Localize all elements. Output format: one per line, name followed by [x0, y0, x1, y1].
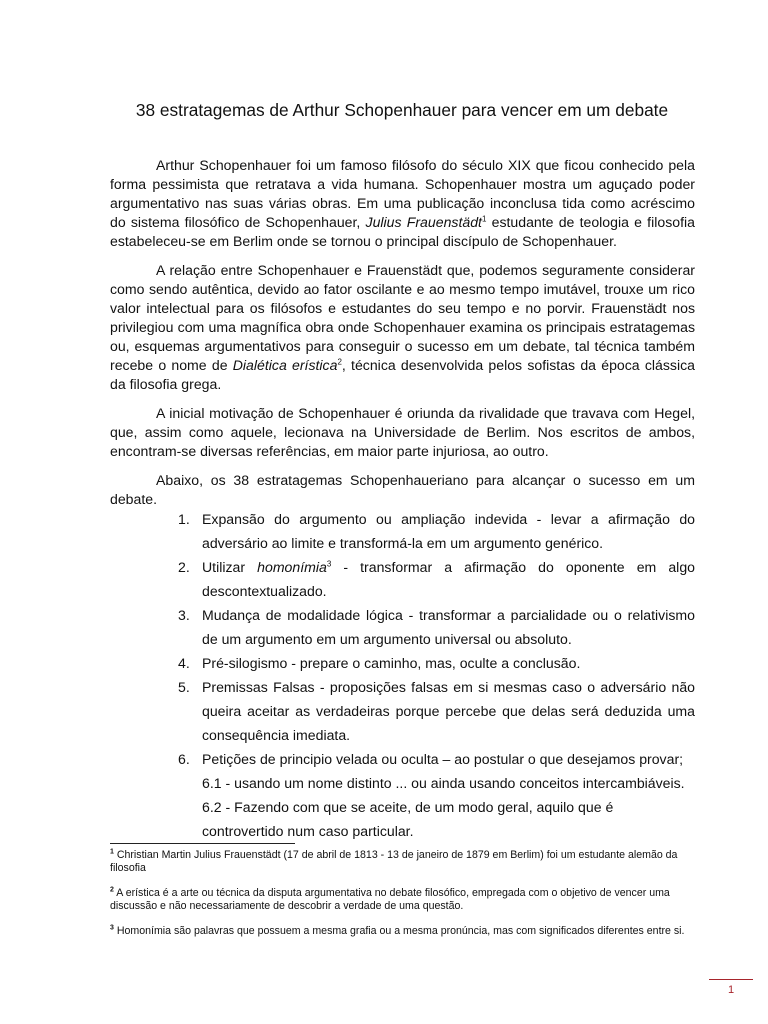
paragraph-1: [110, 156, 695, 251]
body-text: [110, 156, 695, 519]
footnote-3: [110, 925, 700, 938]
list-item-text: Expansão do argumento ou ampliação indevida - levar a afirmação do adversário ao limite e transformá-la em um argumento genérico.: [202, 511, 695, 551]
footnote-ref-1[interactable]: 1: [481, 214, 487, 224]
footnote-2: [110, 887, 700, 913]
list-item: [175, 651, 695, 675]
footnote-ref-2[interactable]: 2: [337, 357, 342, 367]
paragraph-4: Abaixo, os 38 estratagemas Schopenhaueriano para alcançar o sucesso em um debate.: [110, 472, 695, 507]
footnote-mark: 2: [110, 886, 114, 894]
list-item-text: Mudança de modalidade lógica - transformar a parcialidade ou o relativismo de um argumento em um argumento universal ou absoluto.: [202, 607, 695, 647]
paragraph-2-text-b: , técnica desenvolvida pelos sofistas da época clássica da filosofia grega.: [110, 357, 695, 392]
list-item-number: 2.: [178, 559, 190, 575]
list-item-number: 3.: [178, 607, 190, 623]
paragraph-1-text-b: estudante de teologia e filosofia estabeleceu-se em Berlim onde se tornou o principal discípulo de Schopenhauer.: [110, 214, 695, 249]
footnote-text: A erística é a arte ou técnica da disputa argumentativa no debate filosófico, empregada com o objetivo de vencer uma discussão e não necessariamente de descobrir a verdade de uma questão.: [110, 887, 670, 912]
list-item-text-b: - transformar a afirmação do oponente em algo descontextualizado.: [202, 559, 695, 599]
list-item: [175, 603, 695, 651]
page-number-rule: [709, 979, 753, 980]
paragraph-2-text-a: A relação entre Schopenhauer e Frauenstädt que, podemos seguramente considerar como sendo autêntica, devido ao fator oscilante e ao mesmo tempo imutável, trouxe um rico valor intelectual para os filósofos e estudantes do seu tempo e no porvir. Frauenstädt nos privilegiou com uma magnífica obra onde Schopenhauer examina os principais estratagemas ou, esquemas argumentativos para conseguir o sucesso em um debate, tal técnica também recebe o nome de: [110, 262, 695, 373]
list-item: [175, 507, 695, 555]
footnote-ref-3[interactable]: 3: [326, 559, 332, 569]
list-item-number: 4.: [178, 655, 190, 671]
list-item-number: 1.: [178, 511, 190, 527]
footnote-text: Homonímia são palavras que possuem a mesma grafia ou a mesma pronúncia, mas com significados diferentes entre si.: [113, 925, 685, 937]
list-item-italic: homonímia: [257, 559, 327, 575]
list-item: [175, 675, 695, 747]
footnote-mark: 3: [110, 924, 114, 932]
footnote-mark: 1: [110, 848, 114, 856]
paragraph-1-italic: Julius Frauenstädt: [365, 214, 482, 230]
document-title: 38 estratagemas de Arthur Schopenhauer para vencer em um debate: [135, 100, 669, 120]
list-item-text: Premissas Falsas - proposições falsas em si mesmas caso o adversário não queira aceitar as verdadeiras porque percebe que delas será deduzida uma consequência imediata.: [202, 679, 695, 743]
paragraph-3: A inicial motivação de Schopenhauer é oriunda da rivalidade que travava com Hegel, que, assim como aquele, lecionava na Universidade de Berlim. Nos escritos de ambos, encontram-se diversas referências, em maior parte injuriosa, ao outro.: [110, 405, 695, 459]
list-item-number: 5.: [178, 679, 190, 695]
list-item-text: Petições de principio velada ou oculta – ao postular o que desejamos provar;: [202, 751, 684, 767]
footnote-text: Christian Martin Julius Frauenstädt (17 de abril de 1813 - 13 de janeiro de 1879 em Berlim) foi um estudante alemão da filosofia: [110, 849, 678, 874]
list-item: [175, 747, 695, 843]
list-item-number: 6.: [178, 751, 190, 767]
footnotes: [110, 849, 700, 950]
list-item: [175, 555, 695, 603]
stratagem-list: [175, 507, 695, 843]
list-item-text: Pré-silogismo - prepare o caminho, mas, oculte a conclusão.: [202, 655, 581, 671]
paragraph-1-text-a: Arthur Schopenhauer foi um famoso filósofo do século XIX que ficou conhecido pela forma pessimista que retratava a vida humana. Schopenhauer mostra um aguçado poder argumentativo nas suas várias obras. Em uma publicação inconclusa tida como acréscimo do sistema filosófico de Schopenhauer,: [110, 157, 695, 230]
footnote-separator: [110, 843, 295, 844]
list-item-text-a: Utilizar: [202, 559, 258, 575]
paragraph-2: [110, 261, 695, 394]
list-subitem-6-2: 6.2 - Fazendo com que se aceite, de um modo geral, aquilo que é controvertido num caso particular.: [202, 799, 614, 839]
list-subitem-6-1: 6.1 - usando um nome distinto ... ou ainda usando conceitos intercambiáveis.: [202, 775, 685, 791]
footnote-1: [110, 849, 700, 875]
paragraph-2-italic: Dialética erística: [232, 357, 338, 373]
page-number: 1: [727, 984, 735, 996]
